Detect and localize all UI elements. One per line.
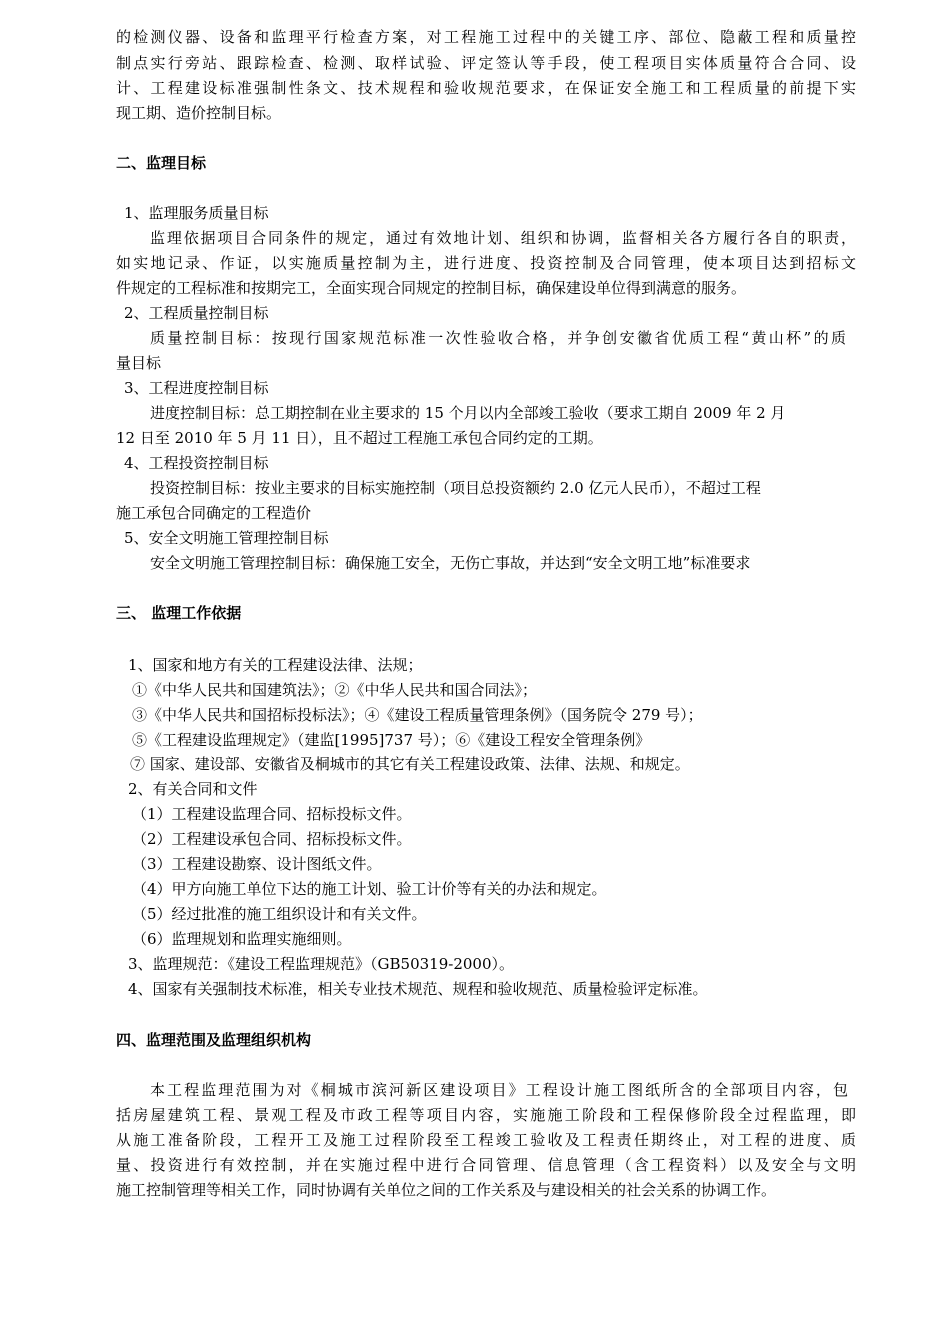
basis-item: （6）监理规划和监理实施细则。 [132, 930, 352, 948]
basis-item: 3、监理规范：《建设工程监理规范》（GB50319-2000）。 [128, 955, 515, 973]
basis-item: 2、有关合同和文件 [128, 780, 258, 798]
intro-line: 的检测仪器、设备和监理平行检查方案，对工程施工过程中的关键工序、部位、隐蔽工程和质量控 [116, 28, 856, 46]
basis-item: （4）甲方向施工单位下达的施工计划、验工计价等有关的办法和规定。 [132, 880, 607, 898]
goal-paragraph-line: 进度控制目标：总工期控制在业主要求的 15 个月以内全部竣工验收（要求工期自 2009 年 2 月 [150, 404, 786, 422]
section-heading-goals: 二、监理目标 [116, 154, 207, 172]
basis-item: （5）经过批准的施工组织设计和有关文件。 [132, 905, 427, 923]
scope-paragraph-line: 括房屋建筑工程、景观工程及市政工程等项目内容，实施施工阶段和工程保修阶段全过程监理，即 [116, 1106, 856, 1124]
goal-paragraph-line: 投资控制目标：按业主要求的目标实施控制（项目总投资额约 2.0 亿元人民币），不超过工程 [150, 479, 761, 497]
goal-paragraph-line: 量目标 [116, 354, 162, 372]
section-heading-basis: 三、 监理工作依据 [116, 604, 242, 622]
basis-item: 1、国家和地方有关的工程建设法律、法规； [128, 656, 423, 674]
goal-paragraph-line: 施工承包合同确定的工程造价 [116, 504, 312, 522]
scope-paragraph-line: 施工控制管理等相关工作，同时协调有关单位之间的工作关系及与建设相关的社会关系的协调工作。 [116, 1181, 777, 1199]
section-heading-scope: 四、监理范围及监理组织机构 [116, 1031, 312, 1049]
goal-paragraph-line: 件规定的工程标准和按期完工，全面实现合同规定的控制目标，确保建设单位得到满意的服务。 [116, 279, 747, 297]
scope-paragraph-line: 量、投资进行有效控制，并在实施过程中进行合同管理、信息管理（含工程资料）以及安全与文明 [116, 1156, 856, 1174]
basis-item: ①《中华人民共和国建筑法》；②《中华人民共和国合同法》； [132, 681, 538, 699]
goal-title: 5、安全文明施工管理控制目标 [124, 529, 329, 547]
scope-paragraph-line: 本工程监理范围为对《桐城市滨河新区建设项目》工程设计施工图纸所含的全部项目内容，包 [150, 1081, 848, 1099]
goal-title: 4、工程投资控制目标 [124, 454, 269, 472]
scope-paragraph-line: 从施工准备阶段，工程开工及施工过程阶段至工程竣工验收及工程责任期终止，对工程的进度、质 [116, 1131, 856, 1149]
intro-line: 现工期、造价控制目标。 [116, 104, 282, 122]
goal-title: 1、监理服务质量目标 [124, 204, 269, 222]
basis-item: （1）工程建设监理合同、招标投标文件。 [132, 805, 412, 823]
basis-item: （3）工程建设勘察、设计图纸文件。 [132, 855, 382, 873]
basis-item: 4、国家有关强制技术标准，相关专业技术规范、规程和验收规范、质量检验评定标准。 [128, 980, 708, 998]
basis-item: ⑤《工程建设监理规定》（建监[1995]737 号）；⑥《建设工程安全管理条例》 [132, 731, 651, 749]
goal-paragraph-line: 监理依据项目合同条件的规定，通过有效地计划、组织和协调，监督相关各方履行各自的职责， [150, 229, 856, 247]
intro-line: 计、工程建设标准强制性条文、技术规程和验收规范要求，在保证安全施工和工程质量的前提下实 [116, 79, 856, 97]
goal-paragraph-line: 12 日至 2010 年 5 月 11 日），且不超过工程施工承包合同约定的工期。 [116, 429, 603, 447]
basis-item: ⑦ 国家、建设部、安徽省及桐城市的其它有关工程建设政策、法律、法规、和规定。 [130, 755, 690, 773]
basis-item: ③《中华人民共和国招标投标法》；④《建设工程质量管理条例》（国务院令 279 号）； [132, 706, 703, 724]
goal-title: 2、工程质量控制目标 [124, 304, 269, 322]
intro-line: 制点实行旁站、跟踪检查、检测、取样试验、评定签认等手段，使工程项目实体质量符合合同、设 [116, 54, 856, 72]
goal-paragraph-line: 质量控制目标：按现行国家规范标准一次性验收合格，并争创安徽省优质工程“黄山杯”的质 [150, 329, 846, 347]
goal-title: 3、工程进度控制目标 [124, 379, 269, 397]
goal-paragraph-line: 如实地记录、作证，以实施质量控制为主，进行进度、投资控制及合同管理，使本项目达到招标文 [116, 254, 856, 272]
basis-item: （2）工程建设承包合同、招标投标文件。 [132, 830, 412, 848]
goal-paragraph-line: 安全文明施工管理控制目标：确保施工安全，无伤亡事故，并达到“安全文明工地”标准要求 [150, 554, 751, 572]
